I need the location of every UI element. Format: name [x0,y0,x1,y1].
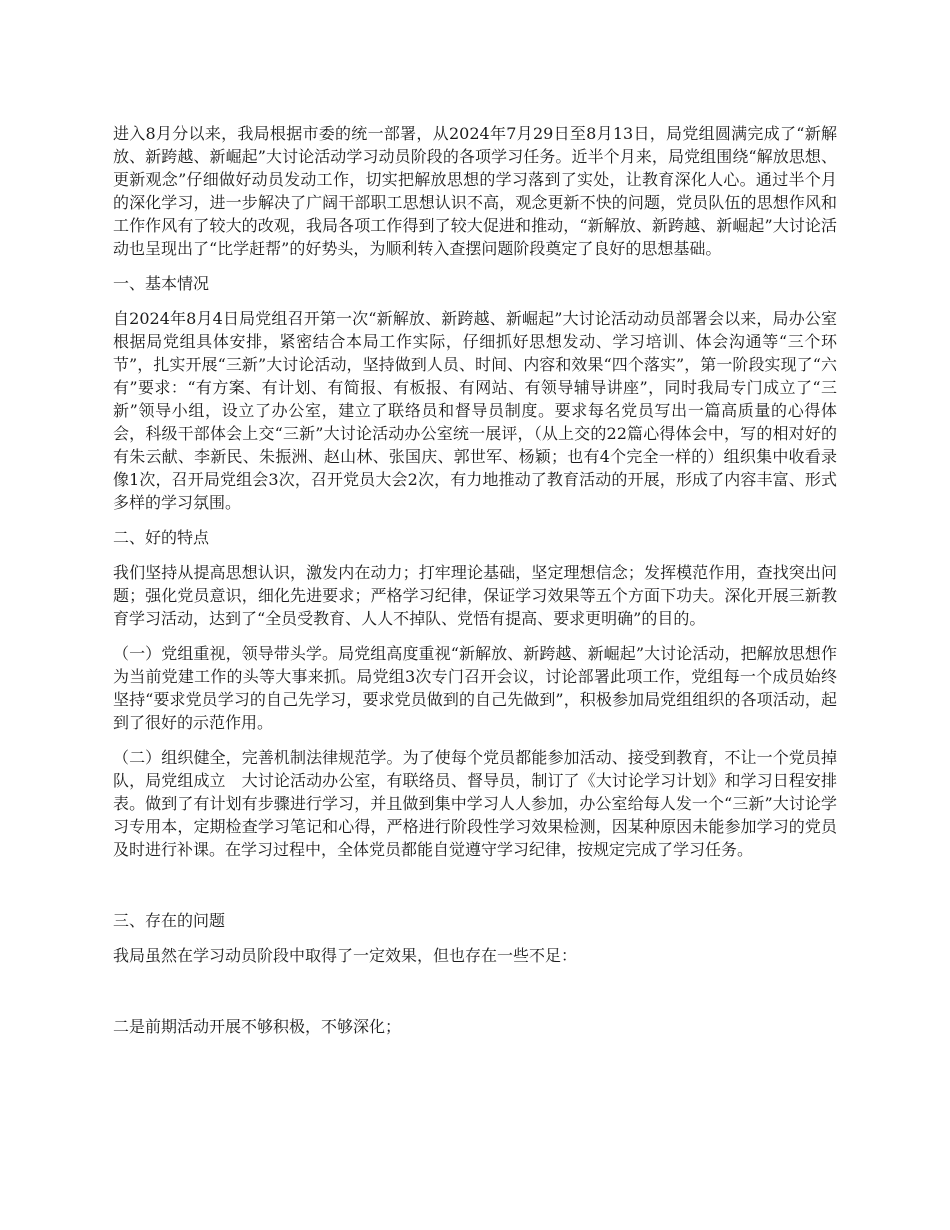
section-3-heading: 三、存在的问题 [113,911,226,930]
section-2-body: 我们坚持从提高思想认识，激发内在动力；打牢理论基础，坚定理想信念；发挥模范作用，查找突出问题；强化党员意识，细化先进要求；严格学习纪律，保证学习效果等五个方面下功夫。深化开展三新教育学习活动，达到了“全员受教育、人人不掉队、党悟有提高、要求更明确”的目的。 [113,563,837,628]
section-2-point-2: （二）组织健全，完善机制法律规范学。为了使每个党员都能参加活动、接受到教育，不让一个党员掉队，局党组成立 大讨论活动办公室，有联络员、督导员，制订了《大讨论学习计划》和学习日程安排表。做到了有计划有步骤进行学习，并且做到集中学习人人参加，办公室给每人发一个“三新”大讨论学习专用本，定期检查学习笔记和心得，严格进行阶段性学习效果检测，因某种原因未能参加学习的党员及时进行补课。在学习过程中，全体党员都能自觉遵守学习纪律，按规定完成了学习任务。 [113,748,837,859]
section-1-heading: 一、基本情况 [113,274,210,293]
section-2-point-1: （一）党组重视，领导带头学。局党组高度重视“新解放、新跨越、新崛起”大讨论活动，把解放思想作为当前党建工作的头等大事来抓。局党组3次专门召开会议，讨论部署此项工作，党组每一个成员始终坚持“要求党员学习的自己先学习，要求党员做到的自己先做到”，积极参加局党组组织的各项活动，起到了很好的示范作用。 [113,644,837,732]
spacer [113,873,837,909]
section-2-heading: 二、好的特点 [113,528,210,547]
section-3-item-2: 二是前期活动开展不够积极，不够深化； [113,1017,402,1036]
spacer [113,979,837,1015]
section-3-body: 我局虽然在学习动员阶段中取得了一定效果，但也存在一些不足： [113,946,578,965]
section-1-body: 自2024年8月4日局党组召开第一次“新解放、新跨越、新崛起”大讨论活动动员部署会以来，局办公室根据局党组具体安排，紧密结合本局工作实际，仔细抓好思想发动、学习培训、体会沟通等“三个环节”，扎实开展“三新”大讨论活动，坚持做到人员、时间、内容和效果“四个落实”，第一阶段实现了“六有”要求：“有方案、有计划、有简报、有板报、有网站、有领导辅导讲座”，同时我局专门成立了“三新”领导小组，设立了办公室，建立了联络员和督导员制度。要求每名党员写出一篇高质量的心得体会，科级干部体会上交“三新”大讨论活动办公室统一展评，（从上交的22篇心得体会中，写的相对好的有朱云献、李新民、朱振洲、赵山林、张国庆、郭世军、杨颖；也有4个完全一样的）组织集中收看录像1次，召开局党组会3次，召开党员大会2次，有力地推动了教育活动的开展，形成了内容丰富、形式多样的学习氛围。 [113,309,837,512]
intro-paragraph: 进入8月分以来，我局根据市委的统一部署，从2024年7月29日至8月13日，局党组圆满完成了“新解放、新跨越、新崛起”大讨论活动学习动员阶段的各项学习任务。近半个月来，局党组围绕“解放思想、更新观念”仔细做好动员发动工作，切实把解放思想的学习落到了实处，让教育深化人心。通过半个月的深化学习，进一步解决了广阔干部职工思想认识不高，观念更新不快的问题，党员队伍的思想作风和工作作风有了较大的改观，我局各项工作得到了较大促进和推动，“新解放、新跨越、新崛起”大讨论活动也呈现出了“比学赶帮”的好势头，为顺利转入查摆问题阶段奠定了良好的思想基础。 [113,124,837,258]
